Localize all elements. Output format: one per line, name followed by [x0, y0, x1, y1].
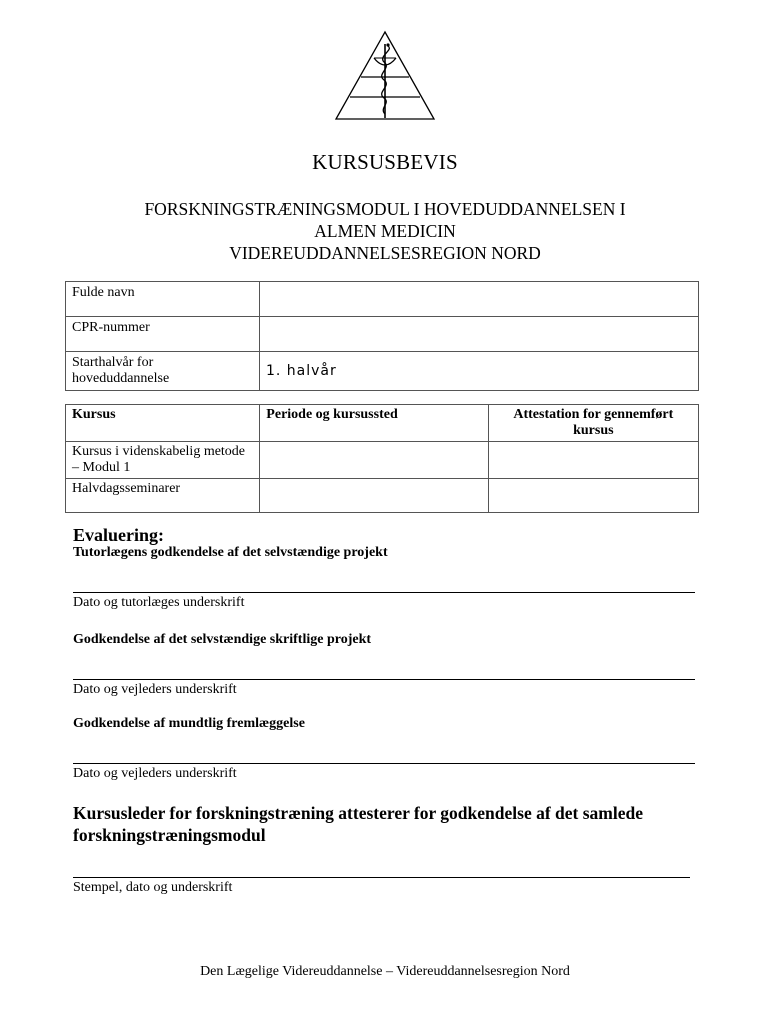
table-row: [66, 317, 699, 352]
column-header-attestation: Attestation for gennemført kursus: [488, 405, 698, 442]
personal-info-table: [65, 281, 699, 391]
course-leader-statement: Kursusleder for forskningstræning attesterer for godkendelse af det samlede forskningstræningsmodul: [73, 803, 644, 845]
start-semester-label: Starthalvår for hoveduddannelse: [66, 352, 260, 391]
written-project-approval-label: Godkendelse af det selvstændige skriftlige projekt: [73, 632, 372, 647]
table-row: [66, 352, 699, 391]
column-header-course: Kursus: [66, 405, 260, 442]
document-subtitle: [0, 198, 770, 264]
cpr-number-label: CPR-nummer: [66, 317, 260, 352]
tutor-signature-line[interactable]: [73, 592, 695, 593]
period-cell[interactable]: [260, 479, 488, 513]
table-row: [66, 282, 699, 317]
stamp-signature-caption: Stempel, dato og underskrift: [73, 880, 233, 895]
course-table: [65, 404, 699, 513]
table-header-row: [66, 405, 699, 442]
medical-caduceus-logo: [334, 30, 436, 122]
full-name-field[interactable]: [260, 282, 699, 317]
supervisor-signature-line[interactable]: [73, 679, 695, 680]
tutor-signature-caption: Dato og tutorlæges underskrift: [73, 595, 245, 610]
cpr-number-field[interactable]: [260, 317, 699, 352]
course-name-cell: Halvdagsseminarer: [66, 479, 260, 513]
document-title: KURSUSBEVIS: [312, 150, 458, 174]
full-name-label: Fulde navn: [66, 282, 260, 317]
subtitle-line: ALMEN MEDICIN: [314, 221, 456, 241]
supervisor-signature-caption: Dato og vejleders underskrift: [73, 766, 237, 781]
table-row: [66, 479, 699, 513]
table-row: [66, 442, 699, 479]
attestation-cell[interactable]: [488, 479, 698, 513]
period-cell[interactable]: [260, 442, 488, 479]
supervisor-signature-line[interactable]: [73, 763, 695, 764]
attestation-cell[interactable]: [488, 442, 698, 479]
subtitle-line: FORSKNINGSTRÆNINGSMODUL I HOVEDUDDANNELSEN I: [144, 199, 626, 219]
course-name-cell: Kursus i videnskabelig metode – Modul 1: [66, 442, 260, 479]
evaluation-heading: Evaluering:: [73, 525, 165, 545]
page-footer: Den Lægelige Videreuddannelse – Videreuddannelsesregion Nord: [200, 964, 570, 979]
stamp-signature-line[interactable]: [73, 877, 690, 878]
column-header-period: Periode og kursussted: [260, 405, 488, 442]
subtitle-line: VIDEREUDDANNELSESREGION NORD: [229, 243, 541, 263]
start-semester-field[interactable]: 1. halvår: [260, 352, 699, 391]
oral-presentation-approval-label: Godkendelse af mundtlig fremlæggelse: [73, 716, 305, 731]
supervisor-signature-caption: Dato og vejleders underskrift: [73, 682, 237, 697]
tutor-approval-label: Tutorlægens godkendelse af det selvstændige projekt: [73, 545, 388, 560]
